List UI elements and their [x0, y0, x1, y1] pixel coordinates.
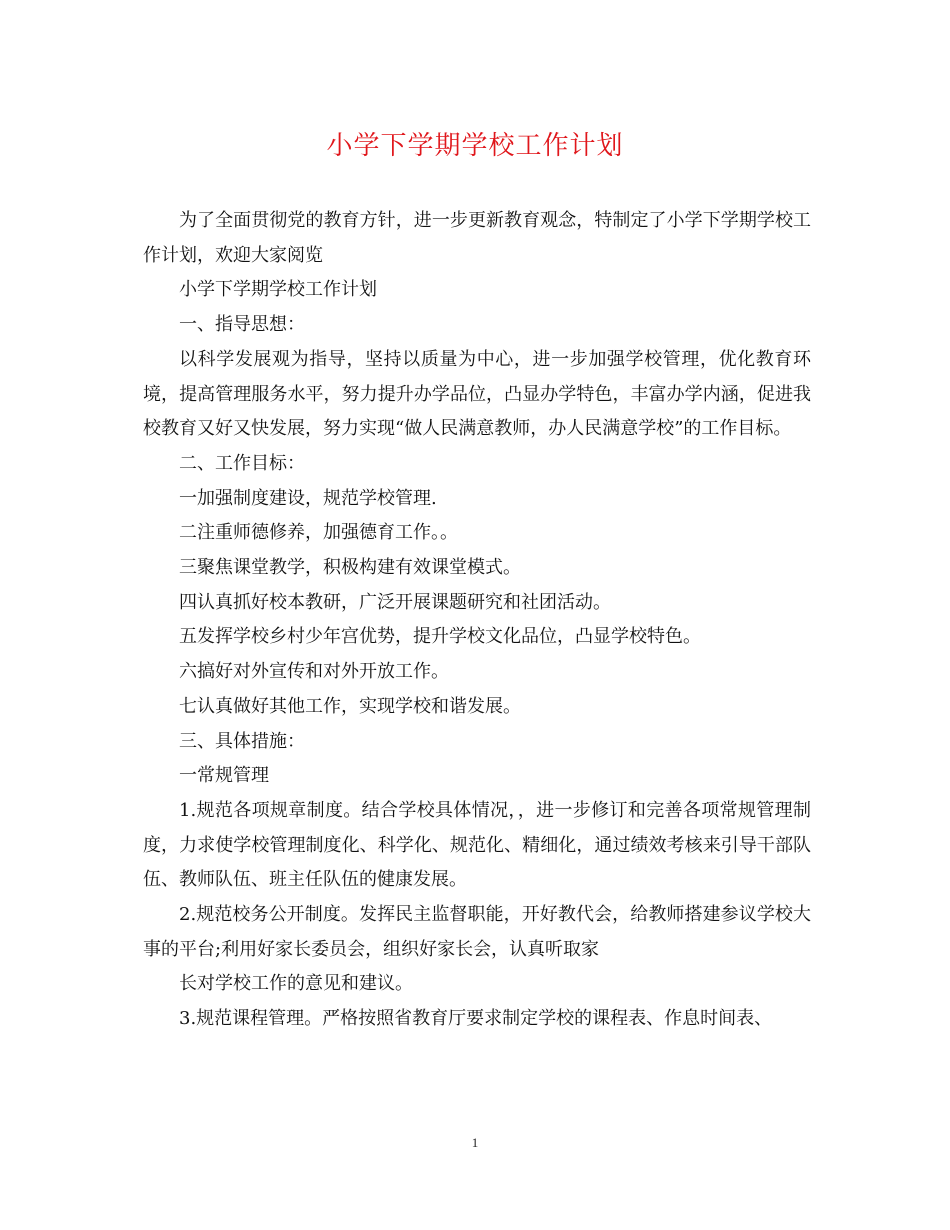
section-heading-guiding-thought: 一、指导思想：: [179, 314, 305, 336]
goal-item: 七认真做好其他工作，实现学校和谐发展。: [179, 695, 521, 717]
goal-item: 五发挥学校乡村少年宫优势，提升学校文化品位，凸显学校特色。: [179, 626, 701, 648]
measure-paragraph: 2.规范校务公开制度。发挥民主监督职能，开好教代会，给教师搭建参议学校大事的平台;利用好家长委员会，组织好家长会，认真听取家: [143, 904, 811, 960]
goal-item: 六搞好对外宣传和对外开放工作。: [179, 661, 449, 683]
document-body: [143, 204, 811, 1037]
measure-paragraph-continuation: 长对学校工作的意见和建议。: [179, 973, 413, 995]
measure-paragraph: 3.规范课程管理。严格按照省教育厅要求制定学校的课程表、作息时间表、: [179, 1008, 773, 1030]
goal-item: 一加强制度建设，规范学校管理.: [179, 487, 437, 509]
goal-item: 四认真抓好校本教研，广泛开展课题研究和社团活动。: [179, 591, 611, 613]
subsection-heading-routine-management: 一常规管理: [179, 765, 269, 787]
section-heading-measures: 三、具体措施：: [179, 730, 305, 752]
intro-paragraph: 为了全面贯彻党的教育方针，进一步更新教育观念，特制定了小学下学期学校工作计划，欢迎大家阅览: [143, 210, 811, 266]
guiding-thought-paragraph: 以科学发展观为指导，坚持以质量为中心，进一步加强学校管理，优化教育环境，提高管理服务水平，努力提升办学品位，凸显办学特色，丰富办学内涵，促进我校教育又好又快发展，努力实现“做人民满意教师，办人民满意学校”的工作目标。: [143, 348, 811, 440]
section-heading-work-goals: 二、工作目标：: [179, 452, 305, 474]
page-number: 1: [471, 1135, 479, 1150]
goal-item: 二注重师德修养，加强德育工作。。: [179, 522, 458, 544]
measure-paragraph: 1.规范各项规章制度。结合学校具体情况，，进一步修订和完善各项常规管理制度，力求使学校管理制度化、科学化、规范化、精细化，通过绩效考核来引导干部队伍、教师队伍、班主任队伍的健康发展。: [143, 799, 811, 891]
subtitle-paragraph: 小学下学期学校工作计划: [179, 279, 377, 301]
document-title: 小学下学期学校工作计划: [326, 131, 624, 161]
goal-item: 三聚焦课堂教学，积极构建有效课堂模式。: [179, 557, 521, 579]
